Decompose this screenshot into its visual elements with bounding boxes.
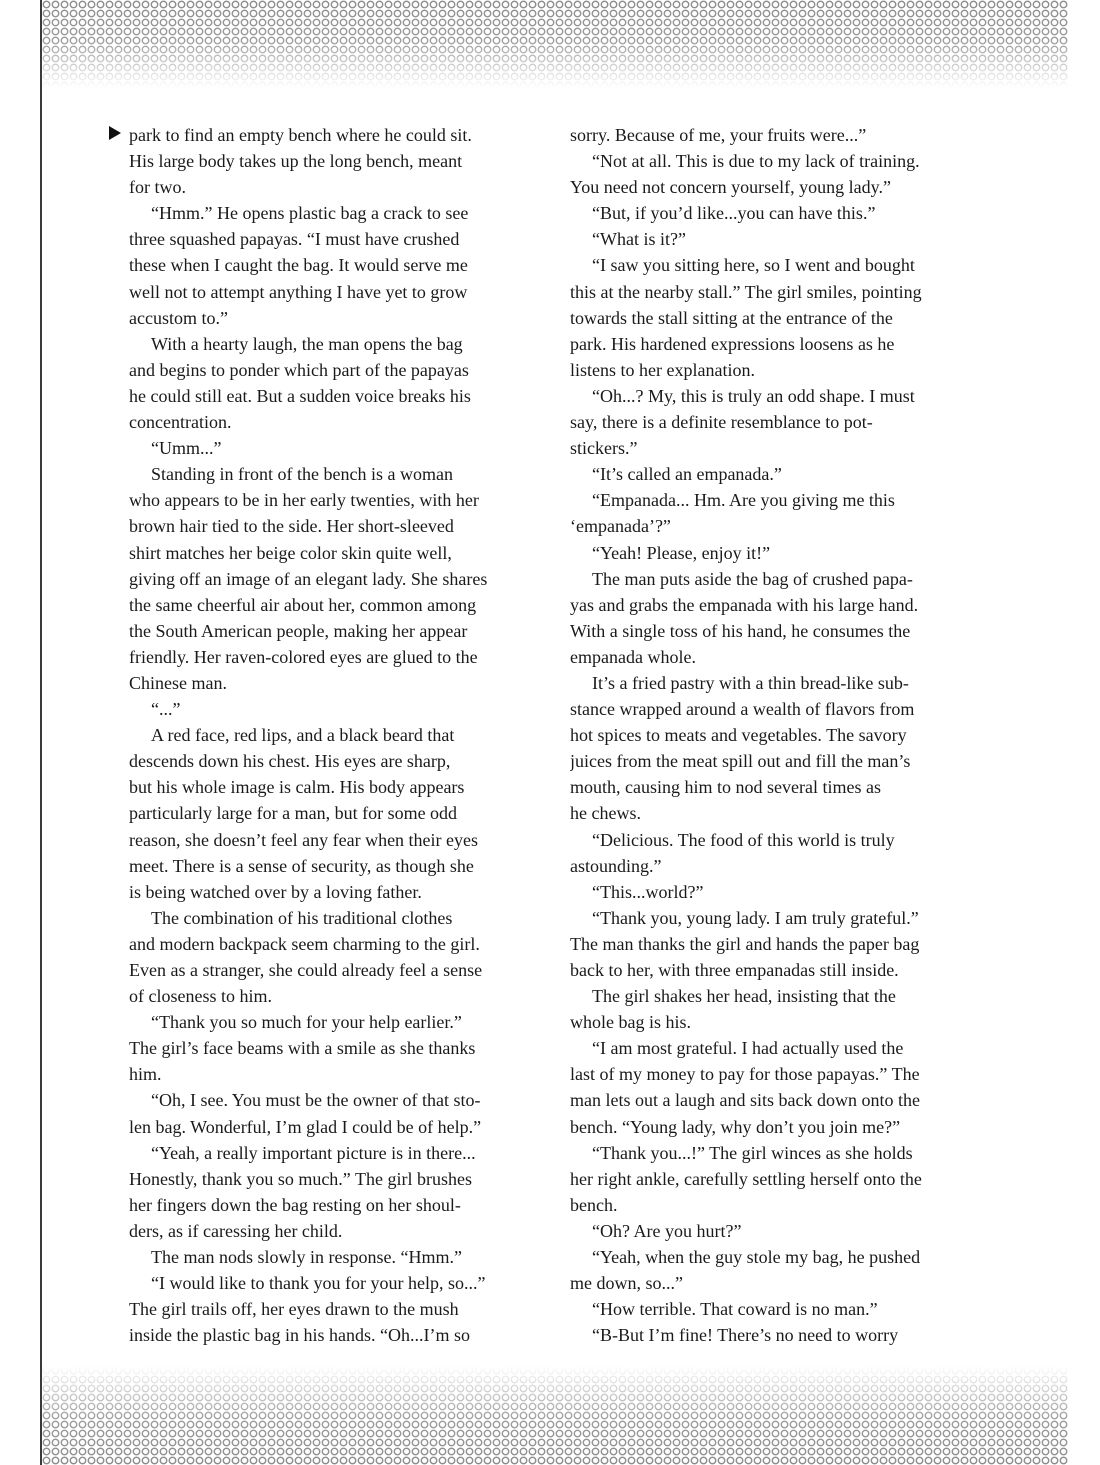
text-line: “I saw you sitting here, so I went and bought <box>592 255 915 276</box>
text-line: man lets out a laugh and sits back down onto the <box>570 1090 920 1111</box>
text-line: the South American people, making her appear <box>129 620 468 641</box>
text-line: Honestly, thank you so much.” The girl brushes <box>129 1168 472 1189</box>
right-triangle-icon <box>109 126 121 140</box>
text-line: “How terrible. That coward is no man.” <box>592 1299 878 1320</box>
text-line: astounding.” <box>570 855 662 876</box>
text-line: say, there is a definite resemblance to pot- <box>570 412 873 433</box>
text-line: “Thank you, young lady. I am truly grateful.” <box>592 907 919 928</box>
text-line: who appears to be in her early twenties, with her <box>129 490 479 511</box>
text-line: her fingers down the bag resting on her shoul- <box>129 1194 461 1215</box>
text-line: bench. <box>570 1194 618 1215</box>
text-line: friendly. Her raven-colored eyes are glued to the <box>129 646 478 667</box>
text-line: “...” <box>151 699 181 720</box>
text-line: With a hearty laugh, the man opens the bag <box>151 333 463 354</box>
text-line: park. His hardened expressions loosens as he <box>570 333 895 354</box>
text-line: ders, as if caressing her child. <box>129 1220 343 1241</box>
text-line: sorry. Because of me, your fruits were...” <box>570 125 867 145</box>
text-line: The girl shakes her head, insisting that the <box>592 986 896 1007</box>
text-line: accustom to.” <box>129 307 228 328</box>
text-line: and begins to ponder which part of the papayas <box>129 359 469 380</box>
text-line: It’s a fried pastry with a thin bread-like sub- <box>592 672 909 693</box>
text-line: “Yeah, a really important picture is in there... <box>151 1142 476 1163</box>
text-line: mouth, causing him to nod several times as <box>570 777 881 798</box>
text-line: these when I caught the bag. It would serve me <box>129 255 468 276</box>
text-line: ‘empanada’?” <box>570 516 671 537</box>
text-line: whole bag is his. <box>570 1012 691 1033</box>
text-line: “Umm...” <box>151 438 222 459</box>
text-line: The man thanks the girl and hands the paper bag <box>570 933 920 954</box>
text-line: “Thank you so much for your help earlier.” <box>151 1012 462 1033</box>
text-line: “What is it?” <box>592 229 686 250</box>
text-line: three squashed papayas. “I must have crushed <box>129 229 460 250</box>
text-column-right <box>570 122 960 1348</box>
text-line: A red face, red lips, and a black beard that <box>151 725 455 746</box>
text-line: “Empanada... Hm. Are you giving me this <box>592 490 895 511</box>
text-line: “B-But I’m fine! There’s no need to worry <box>592 1325 899 1346</box>
text-line: brown hair tied to the side. Her short-sleeved <box>129 516 454 537</box>
text-line: juices from the meat spill out and fill the man’s <box>570 751 911 772</box>
footer-pattern-band <box>42 1366 1068 1465</box>
text-line: him. <box>129 1064 162 1085</box>
text-line: of closeness to him. <box>129 986 272 1007</box>
text-line: her right ankle, carefully settling herself onto the <box>570 1168 922 1189</box>
text-line: The girl trails off, her eyes drawn to the mush <box>129 1299 459 1320</box>
text-line: stance wrapped around a wealth of flavors from <box>570 699 915 720</box>
text-line: “But, if you’d like...you can have this.” <box>592 203 876 224</box>
text-line: for two. <box>129 177 186 198</box>
text-line: The man puts aside the bag of crushed papa- <box>592 568 913 589</box>
text-line: Even as a stranger, she could already feel a sense <box>129 960 483 980</box>
text-line: bench. “Young lady, why don’t you join me?” <box>570 1116 901 1137</box>
text-line: particularly large for a man, but for some odd <box>129 803 458 824</box>
text-line: towards the stall sitting at the entrance of the <box>570 307 893 328</box>
text-line: well not to attempt anything I have yet to grow <box>129 281 468 302</box>
page-spine-line <box>40 0 42 1465</box>
text-line: “Hmm.” He opens plastic bag a crack to see <box>151 203 469 224</box>
text-line: The girl’s face beams with a smile as she thanks <box>129 1038 476 1059</box>
text-line: “It’s called an empanada.” <box>592 464 782 485</box>
text-line: Standing in front of the bench is a woman <box>151 464 453 485</box>
text-line: listens to her explanation. <box>570 359 755 380</box>
text-line: “Not at all. This is due to my lack of training. <box>592 151 920 172</box>
text-line: “This...world?” <box>592 881 704 902</box>
text-line: “Yeah, when the guy stole my bag, he pushed <box>592 1247 921 1268</box>
text-line: and modern backpack seem charming to the girl. <box>129 933 480 954</box>
text-line: last of my money to pay for those papayas.” The <box>570 1064 920 1085</box>
text-line: meet. There is a sense of security, as though she <box>129 855 474 876</box>
text-line: he could still eat. But a sudden voice breaks his <box>129 385 471 406</box>
text-line: shirt matches her beige color skin quite well, <box>129 542 452 563</box>
text-line: reason, she doesn’t feel any fear when their eyes <box>129 829 479 850</box>
header-pattern-band <box>42 0 1068 88</box>
text-line: he chews. <box>570 803 641 824</box>
text-line: concentration. <box>129 412 232 433</box>
text-line: is being watched over by a loving father. <box>129 881 422 902</box>
text-line: “I would like to thank you for your help, so...” <box>151 1273 486 1294</box>
text-line: “I am most grateful. I had actually used the <box>592 1038 904 1059</box>
text-line: “Thank you...!” The girl winces as she holds <box>592 1142 913 1163</box>
text-line: giving off an image of an elegant lady. She shares <box>129 568 488 589</box>
text-line: empanada whole. <box>570 646 696 667</box>
text-line: Chinese man. <box>129 672 227 693</box>
text-line: “Oh...? My, this is truly an odd shape. I must <box>592 385 915 406</box>
text-line: me down, so...” <box>570 1273 683 1294</box>
text-line: yas and grabs the empanada with his large hand. <box>570 594 919 615</box>
text-line: descends down his chest. His eyes are sharp, <box>129 751 451 772</box>
text-line: “Oh, I see. You must be the owner of that sto- <box>151 1090 481 1111</box>
text-line: this at the nearby stall.” The girl smiles, pointing <box>570 281 922 302</box>
text-line: inside the plastic bag in his hands. “Oh...I’m so <box>129 1325 470 1346</box>
text-line: The combination of his traditional clothes <box>151 907 453 928</box>
text-line: “Yeah! Please, enjoy it!” <box>592 542 771 563</box>
text-line: hot spices to meats and vegetables. The savory <box>570 725 907 746</box>
text-line: You need not concern yourself, young lady.” <box>570 177 891 198</box>
text-column-left <box>129 122 519 1348</box>
text-line: His large body takes up the long bench, meant <box>129 151 463 172</box>
text-line: stickers.” <box>570 438 638 459</box>
text-line: With a single toss of his hand, he consumes the <box>570 620 911 641</box>
text-line: back to her, with three empanadas still inside. <box>570 960 899 980</box>
text-line: The man nods slowly in response. “Hmm.” <box>151 1247 462 1268</box>
text-line: but his whole image is calm. His body appears <box>129 777 465 798</box>
text-line: “Oh? Are you hurt?” <box>592 1220 742 1241</box>
text-line: the same cheerful air about her, common among <box>129 594 477 615</box>
text-line: park to find an empty bench where he could sit. <box>129 125 472 145</box>
text-line: “Delicious. The food of this world is truly <box>592 829 895 850</box>
text-line: len bag. Wonderful, I’m glad I could be of help.” <box>129 1116 482 1137</box>
